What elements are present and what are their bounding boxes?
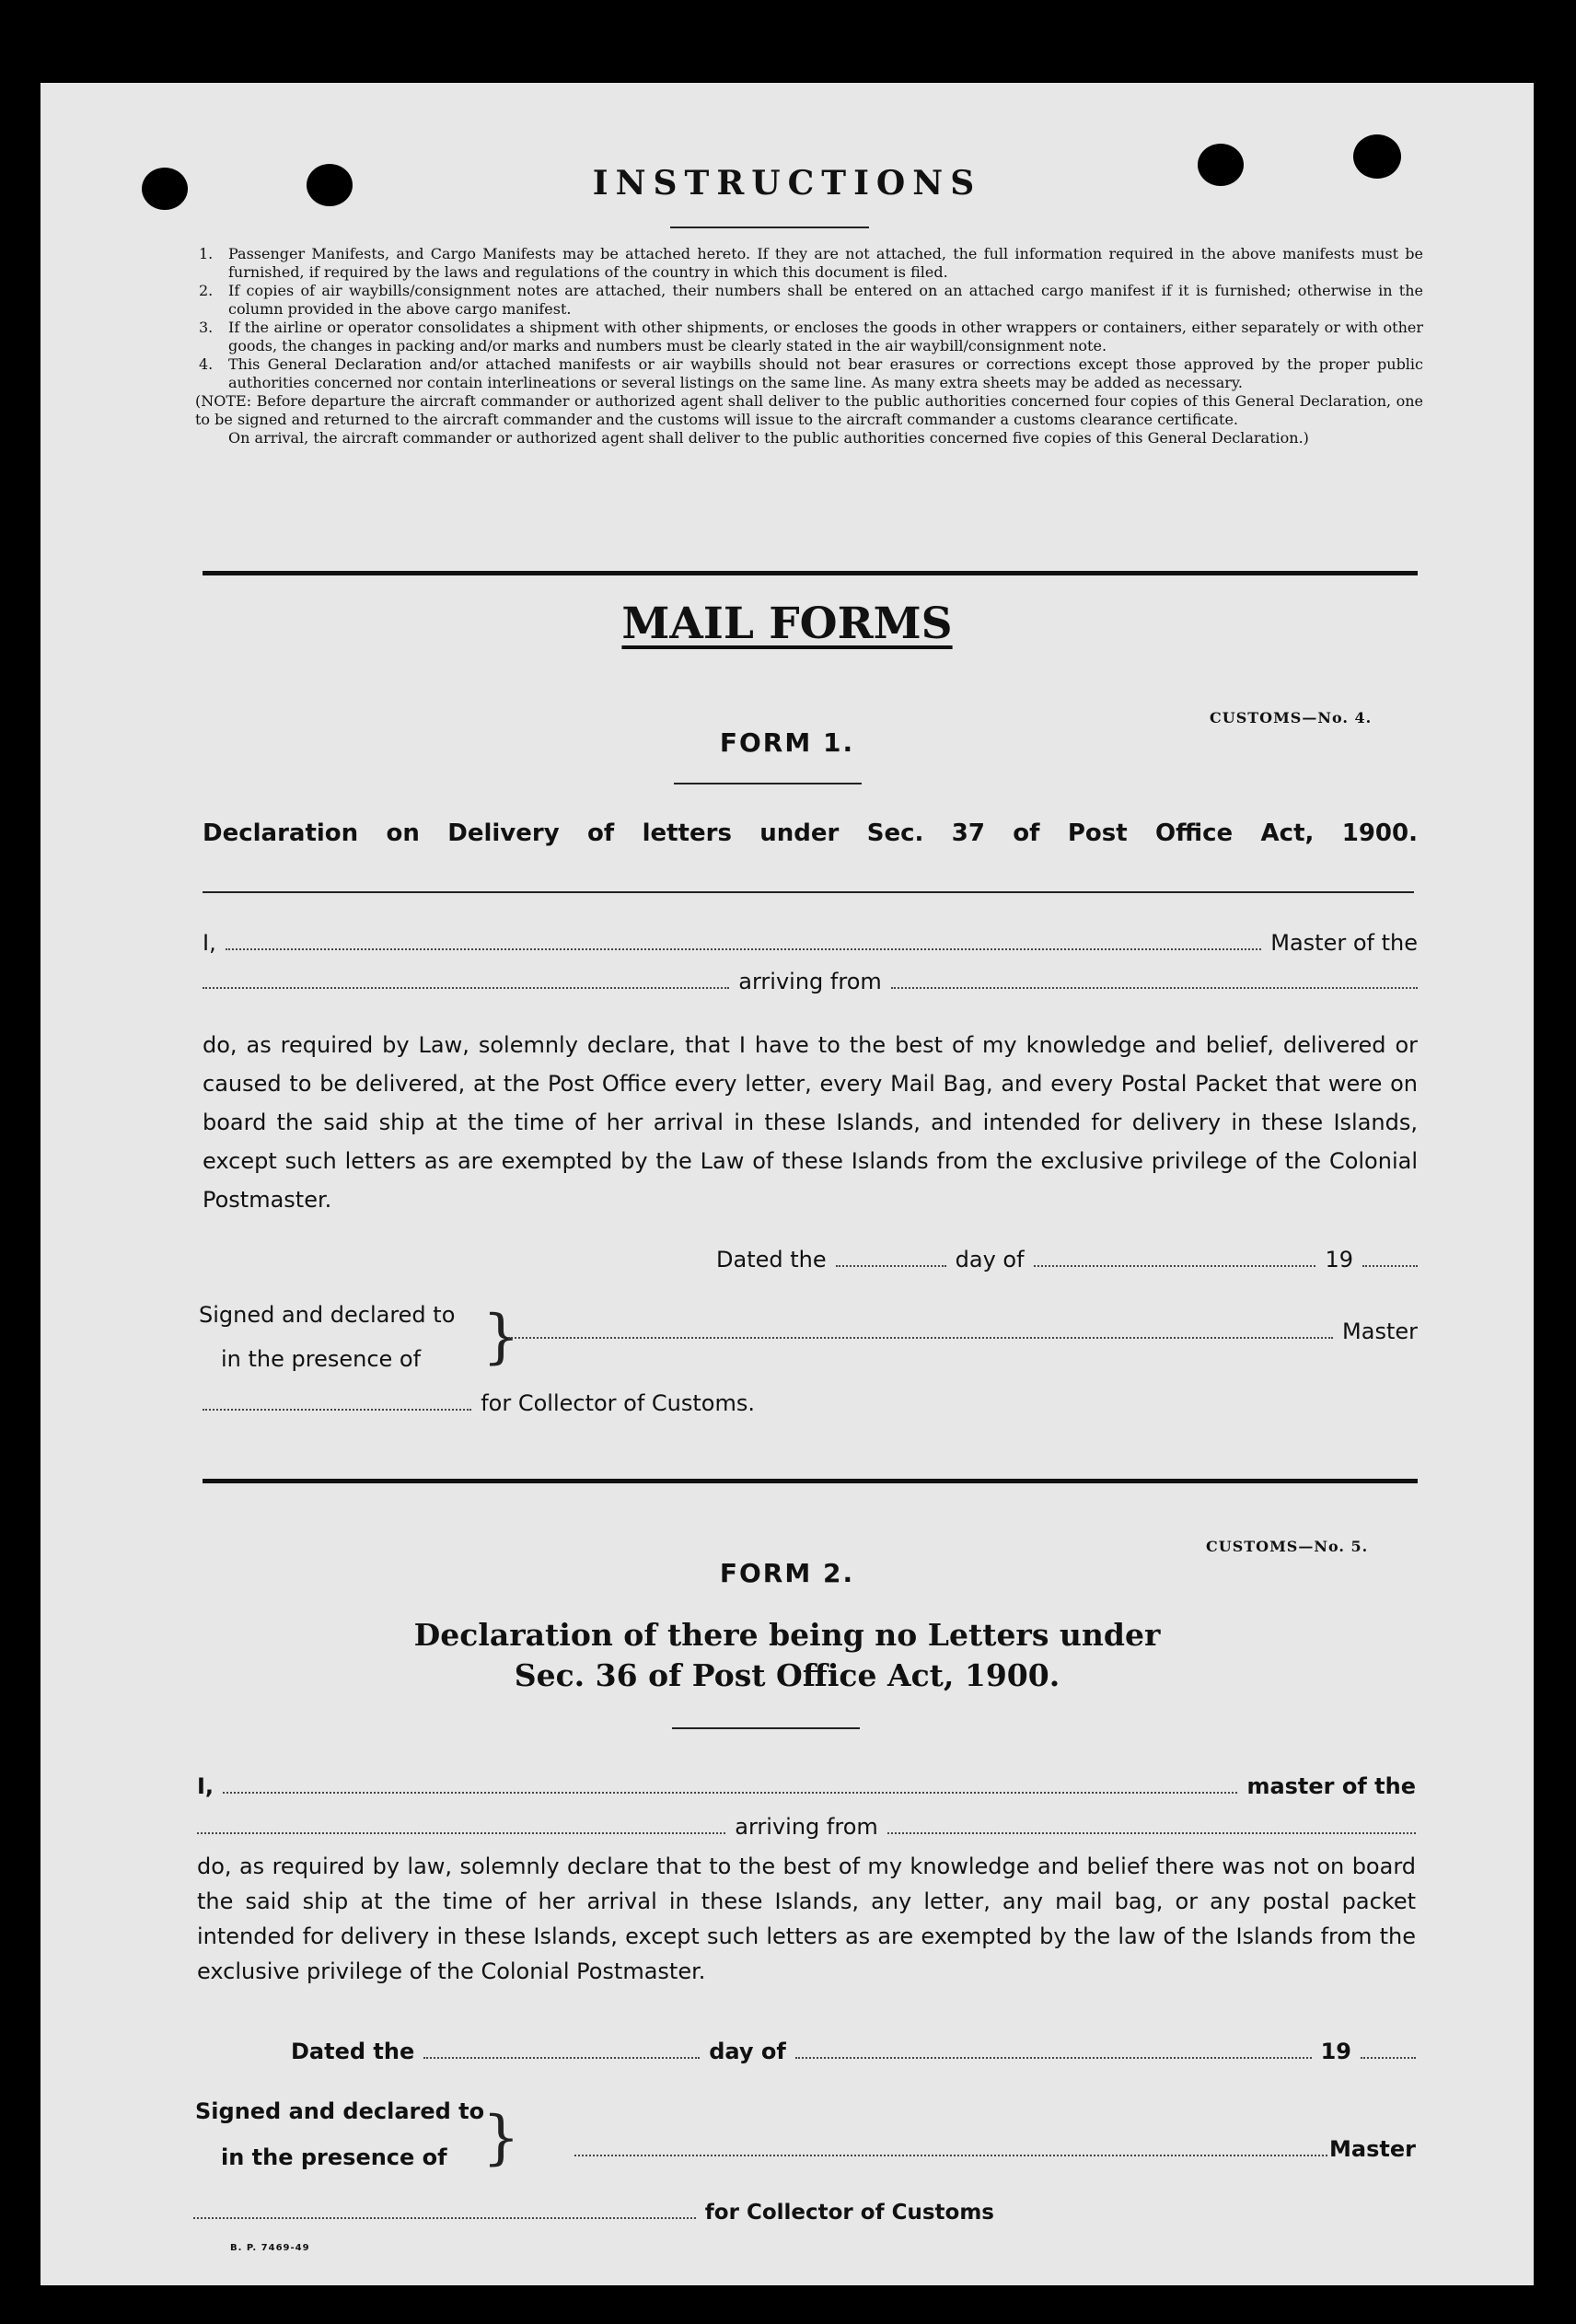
instruction-note [195, 392, 1423, 429]
master-name-field[interactable] [223, 1791, 1237, 1794]
heading-word: Post [1067, 819, 1128, 847]
note-text: On arrival, the aircraft commander or authorized agent shall deliver to the public authorities concerned five copies of this General Declaration.) [228, 429, 1309, 447]
i-label: I, [203, 930, 216, 956]
heading-line: Sec. 36 of Post Office Act, 1900. [514, 1657, 1060, 1693]
customs-number: CUSTOMS—No. 4. [1210, 709, 1373, 726]
heading-word: 37 [951, 819, 985, 847]
year-label: 19 [1320, 2039, 1351, 2064]
collector-signature-field[interactable] [193, 2216, 696, 2219]
divider [670, 227, 869, 228]
dated-line [716, 1247, 1418, 1272]
month-field[interactable] [1034, 1264, 1316, 1267]
collector-label: for Collector of Customs [704, 2201, 994, 2225]
brace-icon: } [482, 1303, 520, 1371]
heading-word: Declaration [203, 819, 359, 847]
instruction-note [199, 429, 1423, 447]
declaration-heading [203, 819, 1418, 847]
section-divider [203, 1479, 1418, 1483]
heading-word: on [386, 819, 420, 847]
arriving-from-field[interactable] [887, 1831, 1416, 1834]
arriving-line [203, 969, 1418, 994]
customs-number: CUSTOMS—No. 5. [1206, 1538, 1369, 1555]
signed-label [195, 2088, 484, 2180]
item-text: This General Declaration and/or attached manifests or air waybills should not bear erasures or corrections except those approved by the proper public authorities concerned nor contain interlineations or several listings on the same line. As many extra sheets may be added as necessary. [228, 355, 1423, 391]
heading-word: under [759, 819, 840, 847]
divider [203, 891, 1414, 893]
date-field[interactable] [836, 1264, 946, 1267]
dated-label: Dated the [291, 2039, 415, 2064]
item-text: If the airline or operator consolidates a shipment with other shipments, or encloses the goods in other wrappers or containers, either separately or with other goods, the changes in packing and/or marks and numbers must be clearly stated in the air waybill/consignment note. [228, 319, 1423, 354]
mail-forms-title: MAIL FORMS [621, 598, 953, 649]
instructions-list [195, 245, 1423, 447]
dated-line [291, 2039, 1416, 2064]
master-of-label: master of the [1246, 1773, 1416, 1799]
instruction-item [199, 355, 1423, 392]
master-signature-field[interactable] [574, 2154, 1327, 2156]
section-divider [203, 571, 1418, 575]
master-line [203, 930, 1418, 956]
heading-word: Act, [1260, 819, 1315, 847]
ship-name-field[interactable] [197, 1831, 725, 1834]
day-of-label: day of [709, 2039, 786, 2064]
master-label: Master [1329, 2136, 1416, 2162]
brace-icon: } [482, 2104, 520, 2172]
master-signature-field[interactable] [508, 1336, 1333, 1339]
declaration-body: do, as required by law, solemnly declare that to the best of my knowledge and belief there was not on board the said ship at the time of her arrival in these Islands, any letter, any mail bag, or any postal packet intended for delivery in these Islands, except such letters as are exempted by the law of the Islands from the exclusive privilege of the Colonial Postmaster. [197, 1853, 1416, 1984]
item-text: Passenger Manifests, and Cargo Manifests may be attached hereto. If they are not attached, the full information required in the above manifests must be furnished, if required by the laws and regulations of the country in which this document is filed. [228, 245, 1423, 281]
heading-word: Delivery [447, 819, 560, 847]
instructions-title: INSTRUCTIONS [592, 164, 982, 203]
collector-signature-field[interactable] [203, 1408, 471, 1411]
master-line [197, 1773, 1416, 1799]
print-code: B. P. 7469-49 [230, 2243, 310, 2253]
arriving-line [197, 1814, 1416, 1840]
form-title: FORM 2. [719, 1558, 855, 1588]
heading-word: Office [1155, 819, 1234, 847]
instruction-item [199, 282, 1423, 319]
declaration-heading [41, 1615, 1534, 1696]
form-title: FORM 1. [719, 727, 855, 758]
collector-line [203, 1390, 755, 1416]
day-of-label: day of [955, 1247, 1025, 1272]
year-field[interactable] [1361, 2056, 1416, 2059]
presence-text: in the presence of [221, 1346, 422, 1372]
heading-line: Declaration of there being no Letters under [413, 1617, 1161, 1653]
declaration-body: do, as required by Law, solemnly declare, that I have to the best of my knowledge and belief, delivered or caused to be delivered, at the Post Office every letter, every Mail Bag, and every Postal Packet that were on board the said ship at the time of her arrival in these Islands, and intended for delivery in these Islands, except such letters as are exempted by the Law of these Islands from the exclusive privilege of the Colonial Postmaster. [203, 1032, 1418, 1213]
dated-label: Dated the [716, 1247, 827, 1272]
item-number: 1. [199, 245, 214, 262]
item-number: 2. [199, 282, 214, 299]
note-text: (NOTE: Before departure the aircraft commander or authorized agent shall deliver to the public authorities concerned four copies of this General Declaration, one to be signed and returned to the aircraft commander and the customs will issue to the aircraft commander a customs clearance certificate. [195, 392, 1423, 428]
item-number: 4. [199, 355, 214, 373]
presence-text: in the presence of [221, 2144, 447, 2170]
month-field[interactable] [795, 2056, 1312, 2059]
item-text: If copies of air waybills/consignment notes are attached, their numbers shall be entered on an attached cargo manifest if it is furnished; otherwise in the column provided in the above cargo manifest. [228, 282, 1423, 318]
signed-text: Signed and declared to [199, 1302, 456, 1328]
signed-text: Signed and declared to [195, 2098, 485, 2124]
arriving-from-field[interactable] [891, 986, 1418, 989]
collector-line [193, 2201, 994, 2225]
i-label: I, [197, 1773, 214, 1799]
heading-word: Sec. [866, 819, 924, 847]
master-label: Master [1342, 1319, 1418, 1344]
master-of-label: Master of the [1270, 930, 1418, 956]
divider [672, 1727, 860, 1729]
arriving-from-label: arriving from [738, 969, 882, 994]
year-field[interactable] [1362, 1264, 1418, 1267]
collector-label: for Collector of Customs. [481, 1390, 755, 1416]
master-signature-line [574, 2136, 1416, 2162]
divider [674, 783, 862, 784]
instruction-item [199, 245, 1423, 282]
year-label: 19 [1325, 1247, 1353, 1272]
heading-word: letters [642, 819, 732, 847]
date-field[interactable] [423, 2056, 700, 2059]
instruction-item [199, 319, 1423, 355]
ship-name-field[interactable] [203, 986, 729, 989]
master-name-field[interactable] [226, 947, 1262, 950]
signed-label [199, 1293, 455, 1381]
arriving-from-label: arriving from [735, 1814, 878, 1840]
heading-word: of [587, 819, 615, 847]
document-page [41, 83, 1534, 2285]
master-signature-line [508, 1319, 1418, 1344]
heading-word: of [1013, 819, 1040, 847]
item-number: 3. [199, 319, 214, 336]
heading-word: 1900. [1341, 819, 1418, 847]
